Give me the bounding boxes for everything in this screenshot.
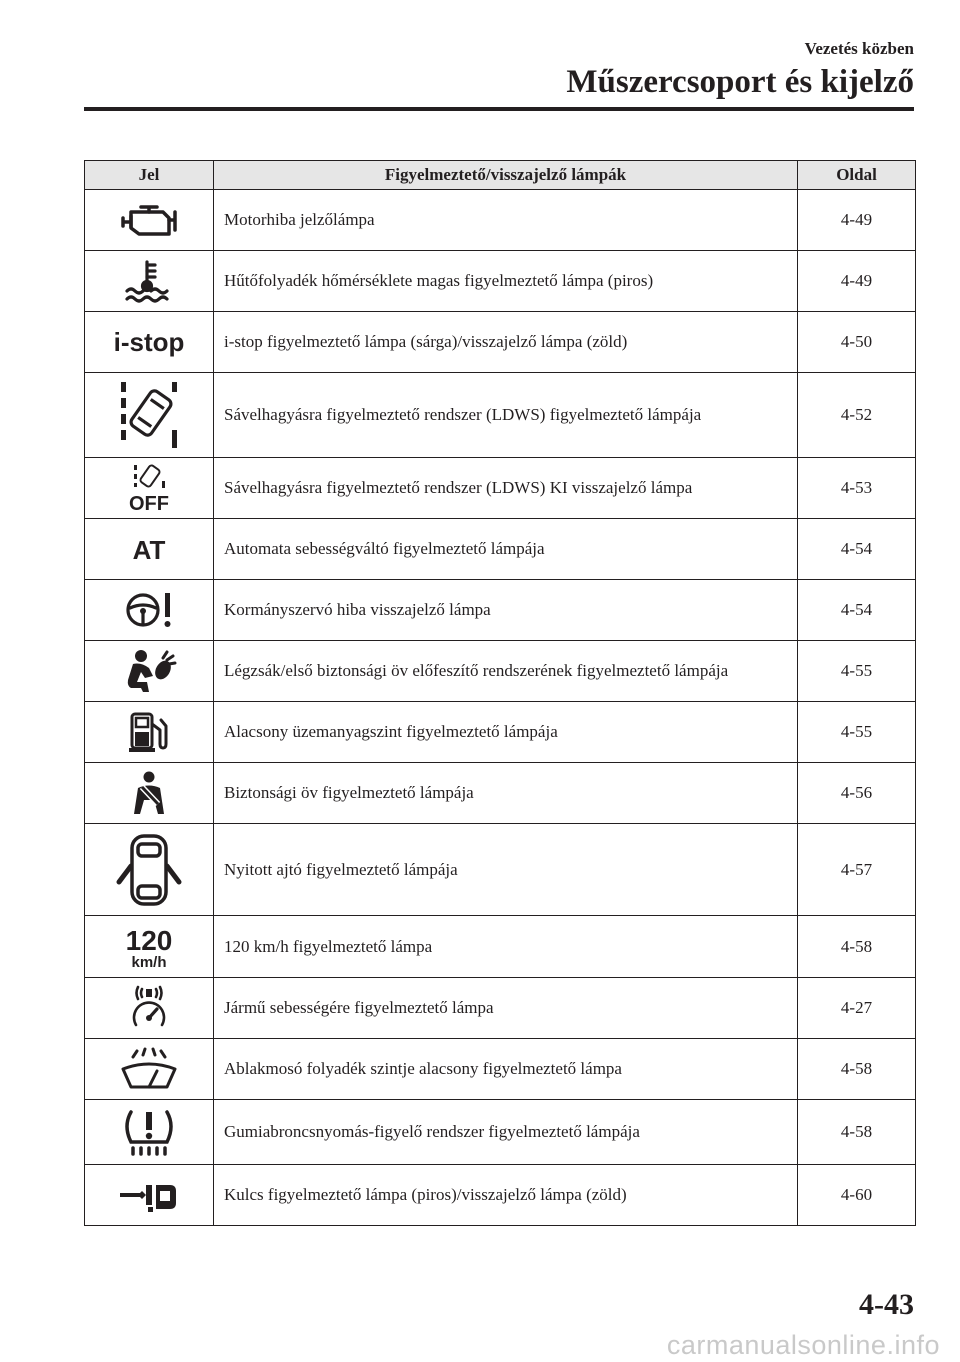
row-description: Ablakmosó folyadék szintje alacsony figyelmeztető lámpa (214, 1039, 798, 1100)
table-row (85, 824, 916, 916)
row-page: 4-58 (798, 1039, 916, 1100)
row-description: Kormányszervó hiba visszajelző lámpa (214, 580, 798, 641)
engine-check-icon (117, 199, 181, 241)
vehicle-speed-alarm-icon (124, 985, 174, 1031)
table-row (85, 190, 916, 251)
column-header-description: Figyelmeztető/visszajelző lámpák (214, 161, 798, 190)
svg-text:km/h: km/h (131, 953, 167, 971)
speed-120-icon (122, 924, 176, 970)
row-description: Nyitott ajtó figyelmeztető lámpája (214, 824, 798, 916)
row-description: Motorhiba jelzőlámpa (214, 190, 798, 251)
svg-text:i-stop: i-stop (113, 327, 185, 357)
table-row (85, 1100, 916, 1165)
table-row (85, 580, 916, 641)
row-page: 4-57 (798, 824, 916, 916)
table-row (85, 641, 916, 702)
row-page: 4-50 (798, 312, 916, 373)
washer-fluid-icon (119, 1047, 179, 1091)
row-description: Légzsák/első biztonsági öv előfeszítő rendszerének figyelmeztető lámpája (214, 641, 798, 702)
lane-departure-off-icon (122, 463, 176, 513)
table-header-row (85, 161, 916, 190)
warning-lights-table (84, 160, 916, 1226)
row-description: Automata sebességváltó figyelmeztető lámpája (214, 519, 798, 580)
tire-pressure-icon (119, 1106, 179, 1158)
row-page: 4-54 (798, 580, 916, 641)
column-header-symbol: Jel (85, 161, 214, 190)
table-row (85, 1165, 916, 1226)
fuel-icon (126, 710, 172, 754)
airbag-icon (119, 648, 179, 694)
row-page: 4-55 (798, 641, 916, 702)
row-page: 4-58 (798, 1100, 916, 1165)
door-open-icon (114, 832, 184, 908)
table-row (85, 1039, 916, 1100)
row-description: Biztonsági öv figyelmeztető lámpája (214, 763, 798, 824)
svg-text:OFF: OFF (129, 493, 169, 515)
row-description: Hűtőfolyadék hőmérséklete magas figyelmeztető lámpa (piros) (214, 251, 798, 312)
row-page: 4-58 (798, 916, 916, 978)
table-row (85, 519, 916, 580)
table-row (85, 458, 916, 519)
page-header (84, 38, 914, 102)
row-description: Sávelhagyásra figyelmeztető rendszer (LDWS) KI visszajelző lámpa (214, 458, 798, 519)
row-description: i-stop figyelmeztető lámpa (sárga)/visszajelző lámpa (zöld) (214, 312, 798, 373)
row-description: Jármű sebességére figyelmeztető lámpa (214, 978, 798, 1039)
row-page: 4-54 (798, 519, 916, 580)
section-title: Vezetés közben (804, 39, 914, 58)
row-page: 4-53 (798, 458, 916, 519)
page-number: 4-43 (859, 1288, 914, 1321)
page-title: Műszercsoport és kijelző (566, 64, 914, 100)
row-page: 4-60 (798, 1165, 916, 1226)
table-row (85, 373, 916, 458)
lane-departure-icon (117, 380, 181, 450)
row-page: 4-52 (798, 373, 916, 458)
table-row (85, 702, 916, 763)
row-page: 4-49 (798, 251, 916, 312)
row-page: 4-56 (798, 763, 916, 824)
power-steering-icon (119, 590, 179, 630)
coolant-temperature-icon (122, 259, 176, 303)
table-row (85, 312, 916, 373)
seatbelt-icon (124, 770, 174, 816)
column-header-page: Oldal (798, 161, 916, 190)
row-description: Gumiabroncsnyomás-figyelő rendszer figyelmeztető lámpája (214, 1100, 798, 1165)
row-description: Sávelhagyásra figyelmeztető rendszer (LDWS) figyelmeztető lámpája (214, 373, 798, 458)
table-row (85, 978, 916, 1039)
row-description: Kulcs figyelmeztető lámpa (piros)/visszajelző lámpa (zöld) (214, 1165, 798, 1226)
table-row (85, 916, 916, 978)
key-warning-icon (116, 1173, 182, 1217)
table-row (85, 763, 916, 824)
row-page: 4-55 (798, 702, 916, 763)
header-rule (84, 107, 914, 111)
watermark: carmanualsonline.info (666, 1330, 940, 1360)
table-row (85, 251, 916, 312)
svg-text:AT: AT (132, 535, 166, 565)
automatic-transmission-icon (122, 534, 176, 564)
row-description: Alacsony üzemanyagszint figyelmeztető lámpája (214, 702, 798, 763)
row-description: 120 km/h figyelmeztető lámpa (214, 916, 798, 978)
svg-text:120: 120 (125, 924, 173, 956)
row-page: 4-27 (798, 978, 916, 1039)
row-page: 4-49 (798, 190, 916, 251)
istop-icon (113, 325, 185, 359)
